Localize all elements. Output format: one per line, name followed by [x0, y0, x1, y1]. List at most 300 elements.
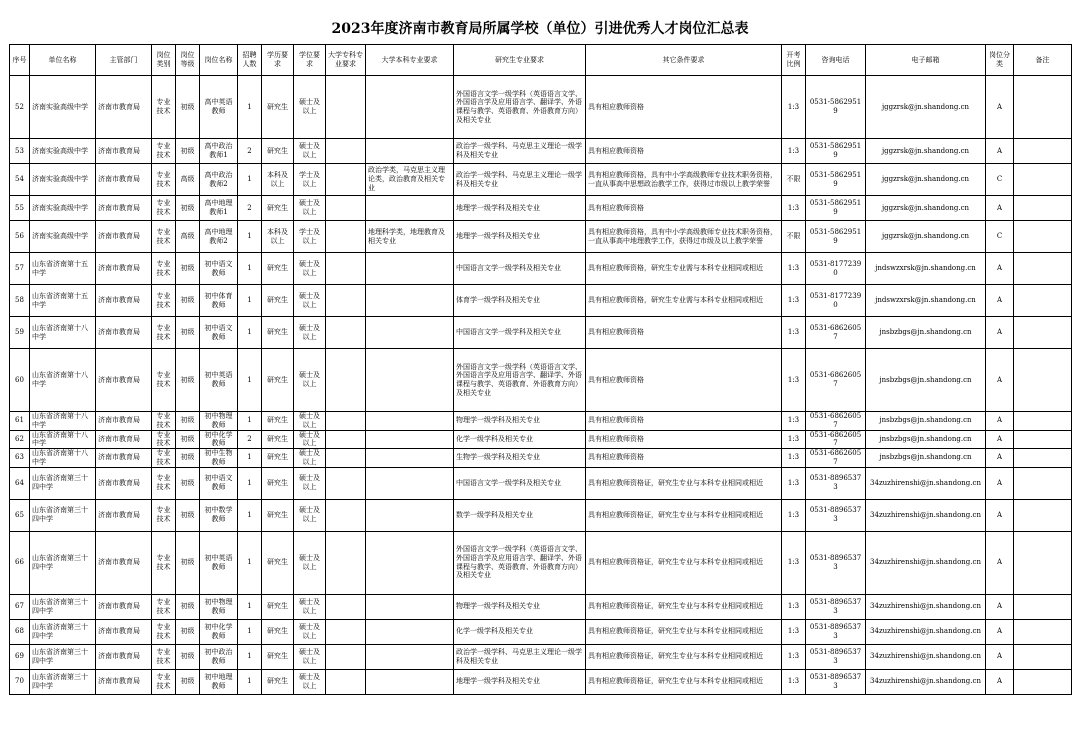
cell-bachelor-major-req — [366, 253, 454, 285]
cell-post-level: 初级 — [176, 349, 200, 412]
cell-bachelor-major-req — [366, 139, 454, 164]
table-row — [10, 164, 1072, 196]
cell-contact-phone: 0531-68626057 — [806, 349, 866, 412]
cell-other-req: 具有相应教师资格，具有中小学高级教师专业技术职务资格，一直从事高中地理教学工作，获得过市级及以上教学荣誉 — [586, 221, 782, 253]
cell-bachelor-major-req — [366, 531, 454, 594]
cell-department: 济南市教育局 — [96, 76, 152, 139]
cell-post-class: A — [986, 349, 1014, 412]
cell-degree-req: 硕士及以上 — [294, 196, 326, 221]
cell-degree-req: 硕士及以上 — [294, 594, 326, 619]
cell-post-level: 初级 — [176, 285, 200, 317]
cell-post-class: A — [986, 76, 1014, 139]
cell-post-category: 专业技术 — [152, 499, 176, 531]
cell-college-major-req — [326, 164, 366, 196]
cell-graduate-major-req: 地理学一级学科及相关专业 — [454, 196, 586, 221]
table-row — [10, 139, 1072, 164]
cell-exam-ratio: 不限 — [782, 221, 806, 253]
cell-department: 济南市教育局 — [96, 499, 152, 531]
cell-post-level: 初级 — [176, 253, 200, 285]
cell-contact-email[interactable]: jggzrsk@jn.shandong.cn — [866, 76, 986, 139]
cell-post-level: 初级 — [176, 619, 200, 644]
cell-education-req: 研究生 — [262, 449, 294, 468]
cell-post-name: 初中政治教师 — [200, 644, 238, 669]
cell-post-category: 专业技术 — [152, 467, 176, 499]
cell-row-number: 54 — [10, 164, 30, 196]
cell-graduate-major-req: 政治学一级学科、马克思主义理论一级学科及相关专业 — [454, 164, 586, 196]
cell-graduate-major-req: 地理学一级学科及相关专业 — [454, 669, 586, 694]
header-row — [10, 45, 1072, 76]
cell-college-major-req — [326, 430, 366, 449]
cell-education-req: 研究生 — [262, 285, 294, 317]
cell-hire-count: 1 — [238, 412, 262, 431]
cell-post-level: 初级 — [176, 499, 200, 531]
cell-contact-email[interactable]: jggzrsk@jn.shandong.cn — [866, 221, 986, 253]
cell-contact-email[interactable]: 34zuzhirenshi@jn.shandong.cn — [866, 644, 986, 669]
cell-unit-name: 山东省济南第三十四中学 — [30, 467, 96, 499]
cell-post-level: 初级 — [176, 430, 200, 449]
cell-row-number: 69 — [10, 644, 30, 669]
cell-post-category: 专业技术 — [152, 139, 176, 164]
cell-degree-req: 硕士及以上 — [294, 412, 326, 431]
cell-contact-phone: 0531-68626057 — [806, 317, 866, 349]
cell-row-number: 66 — [10, 531, 30, 594]
table-row — [10, 499, 1072, 531]
cell-education-req: 研究生 — [262, 196, 294, 221]
cell-post-class: A — [986, 285, 1014, 317]
cell-contact-email[interactable]: jggzrsk@jn.shandong.cn — [866, 139, 986, 164]
cell-post-level: 高级 — [176, 164, 200, 196]
col-header-phone: 咨询电话 — [806, 45, 866, 76]
cell-unit-name: 山东省济南第三十四中学 — [30, 499, 96, 531]
cell-exam-ratio: 不限 — [782, 164, 806, 196]
cell-other-req: 具有相应教师资格，研究生专业需与本科专业相同或相近 — [586, 253, 782, 285]
cell-education-req: 研究生 — [262, 531, 294, 594]
cell-contact-email[interactable]: jnsbzbgs@jn.shandong.cn — [866, 449, 986, 468]
cell-exam-ratio: 1:3 — [782, 76, 806, 139]
cell-other-req: 具有相应教师资格 — [586, 349, 782, 412]
cell-other-req: 具有相应教师资格证，研究生专业与本科专业相同或相近 — [586, 499, 782, 531]
table-row — [10, 196, 1072, 221]
cell-college-major-req — [326, 139, 366, 164]
cell-contact-phone: 0531-81772390 — [806, 285, 866, 317]
cell-bachelor-major-req — [366, 594, 454, 619]
cell-hire-count: 1 — [238, 594, 262, 619]
cell-degree-req: 硕士及以上 — [294, 285, 326, 317]
cell-contact-email[interactable]: jnsbzbgs@jn.shandong.cn — [866, 412, 986, 431]
cell-degree-req: 硕士及以上 — [294, 499, 326, 531]
cell-contact-email[interactable]: jnsbzbgs@jn.shandong.cn — [866, 430, 986, 449]
cell-contact-email[interactable]: 34zuzhirenshi@jn.shandong.cn — [866, 669, 986, 694]
cell-post-class: A — [986, 467, 1014, 499]
cell-post-name: 初中语文教师 — [200, 253, 238, 285]
cell-post-category: 专业技术 — [152, 196, 176, 221]
cell-degree-req: 硕士及以上 — [294, 531, 326, 594]
cell-unit-name: 山东省济南第十八中学 — [30, 317, 96, 349]
cell-degree-req: 学士及以上 — [294, 164, 326, 196]
cell-post-name: 初中生物教师 — [200, 449, 238, 468]
cell-bachelor-major-req — [366, 349, 454, 412]
cell-contact-email[interactable]: jggzrsk@jn.shandong.cn — [866, 164, 986, 196]
cell-bachelor-major-req — [366, 317, 454, 349]
cell-note — [1014, 430, 1072, 449]
cell-exam-ratio: 1:3 — [782, 139, 806, 164]
cell-graduate-major-req: 体育学一级学科及相关专业 — [454, 285, 586, 317]
table-row — [10, 467, 1072, 499]
cell-graduate-major-req: 生物学一级学科及相关专业 — [454, 449, 586, 468]
cell-note — [1014, 619, 1072, 644]
cell-hire-count: 1 — [238, 221, 262, 253]
cell-unit-name: 济南实验高级中学 — [30, 221, 96, 253]
cell-exam-ratio: 1:3 — [782, 349, 806, 412]
cell-note — [1014, 196, 1072, 221]
cell-bachelor-major-req — [366, 196, 454, 221]
cell-post-class: A — [986, 594, 1014, 619]
cell-education-req: 研究生 — [262, 317, 294, 349]
cell-unit-name: 山东省济南第十八中学 — [30, 449, 96, 468]
cell-post-name: 初中英语教师 — [200, 349, 238, 412]
cell-post-name: 初中化学教师 — [200, 430, 238, 449]
cell-contact-phone: 0531-88965373 — [806, 531, 866, 594]
cell-college-major-req — [326, 467, 366, 499]
cell-contact-email[interactable]: jggzrsk@jn.shandong.cn — [866, 196, 986, 221]
cell-row-number: 55 — [10, 196, 30, 221]
table-row — [10, 76, 1072, 139]
cell-education-req: 研究生 — [262, 253, 294, 285]
cell-row-number: 62 — [10, 430, 30, 449]
cell-unit-name: 山东省济南第十五中学 — [30, 285, 96, 317]
cell-other-req: 具有相应教师资格证，研究生专业与本科专业相同或相近 — [586, 619, 782, 644]
cell-note — [1014, 499, 1072, 531]
cell-college-major-req — [326, 76, 366, 139]
cell-other-req: 具有相应教师资格证，研究生专业与本科专业相同或相近 — [586, 531, 782, 594]
cell-hire-count: 1 — [238, 499, 262, 531]
cell-department: 济南市教育局 — [96, 467, 152, 499]
cell-contact-email[interactable]: 34zuzhirenshi@jn.shandong.cn — [866, 467, 986, 499]
cell-contact-phone: 0531-88965373 — [806, 499, 866, 531]
cell-college-major-req — [326, 619, 366, 644]
cell-education-req: 本科及以上 — [262, 221, 294, 253]
cell-row-number: 61 — [10, 412, 30, 431]
cell-college-major-req — [326, 253, 366, 285]
cell-note — [1014, 449, 1072, 468]
cell-other-req: 具有相应教师资格，研究生专业需与本科专业相同或相近 — [586, 285, 782, 317]
cell-post-name: 初中地理教师 — [200, 669, 238, 694]
cell-note — [1014, 317, 1072, 349]
cell-department: 济南市教育局 — [96, 619, 152, 644]
cell-post-class: A — [986, 253, 1014, 285]
cell-post-class: A — [986, 430, 1014, 449]
cell-graduate-major-req: 中国语言文学一级学科及相关专业 — [454, 467, 586, 499]
cell-note — [1014, 349, 1072, 412]
cell-department: 济南市教育局 — [96, 285, 152, 317]
cell-hire-count: 1 — [238, 285, 262, 317]
cell-contact-phone: 0531-88965373 — [806, 644, 866, 669]
cell-hire-count: 1 — [238, 253, 262, 285]
cell-row-number: 64 — [10, 467, 30, 499]
cell-department: 济南市教育局 — [96, 139, 152, 164]
cell-contact-phone: 0531-58629519 — [806, 139, 866, 164]
cell-note — [1014, 285, 1072, 317]
col-header-ratio: 开考比例 — [782, 45, 806, 76]
cell-post-class: C — [986, 221, 1014, 253]
cell-post-category: 专业技术 — [152, 449, 176, 468]
cell-graduate-major-req: 中国语言文学一级学科及相关专业 — [454, 253, 586, 285]
cell-post-level: 初级 — [176, 412, 200, 431]
cell-post-category: 专业技术 — [152, 317, 176, 349]
cell-unit-name: 济南实验高级中学 — [30, 164, 96, 196]
col-header-bachelor: 大学本科专业要求 — [366, 45, 454, 76]
cell-contact-phone: 0531-58629519 — [806, 221, 866, 253]
cell-note — [1014, 531, 1072, 594]
col-header-degree: 学位要求 — [294, 45, 326, 76]
cell-post-category: 专业技术 — [152, 594, 176, 619]
cell-post-category: 专业技术 — [152, 285, 176, 317]
table-row — [10, 449, 1072, 468]
cell-contact-email[interactable]: jnsbzbgs@jn.shandong.cn — [866, 317, 986, 349]
cell-bachelor-major-req — [366, 449, 454, 468]
cell-department: 济南市教育局 — [96, 164, 152, 196]
cell-post-name: 高中政治教师2 — [200, 164, 238, 196]
cell-hire-count: 1 — [238, 349, 262, 412]
cell-graduate-major-req: 化学一级学科及相关专业 — [454, 619, 586, 644]
cell-note — [1014, 253, 1072, 285]
page-title: 2023年度济南市教育局所属学校（单位）引进优秀人才岗位汇总表 — [331, 21, 749, 37]
cell-note — [1014, 412, 1072, 431]
cell-row-number: 67 — [10, 594, 30, 619]
cell-education-req: 本科及以上 — [262, 164, 294, 196]
cell-graduate-major-req: 物理学一级学科及相关专业 — [454, 594, 586, 619]
cell-exam-ratio: 1:3 — [782, 531, 806, 594]
cell-unit-name: 山东省济南第十八中学 — [30, 430, 96, 449]
cell-bachelor-major-req: 地理科学类，地理教育及相关专业 — [366, 221, 454, 253]
cell-contact-email[interactable]: jnsbzbgs@jn.shandong.cn — [866, 349, 986, 412]
cell-post-name: 初中语文教师 — [200, 317, 238, 349]
col-header-unit: 单位名称 — [30, 45, 96, 76]
cell-college-major-req — [326, 594, 366, 619]
table-row — [10, 531, 1072, 594]
cell-degree-req: 硕士及以上 — [294, 467, 326, 499]
cell-graduate-major-req: 政治学一级学科、马克思主义理论一级学科及相关专业 — [454, 644, 586, 669]
cell-education-req: 研究生 — [262, 669, 294, 694]
cell-graduate-major-req: 政治学一级学科、马克思主义理论一级学科及相关专业 — [454, 139, 586, 164]
cell-post-level: 初级 — [176, 76, 200, 139]
cell-post-level: 高级 — [176, 221, 200, 253]
cell-post-name: 高中英语教师 — [200, 76, 238, 139]
positions-table — [9, 44, 1072, 695]
cell-other-req: 具有相应教师资格 — [586, 76, 782, 139]
cell-hire-count: 1 — [238, 467, 262, 499]
cell-education-req: 研究生 — [262, 467, 294, 499]
cell-post-name: 高中地理教师2 — [200, 221, 238, 253]
cell-post-level: 初级 — [176, 196, 200, 221]
col-header-category: 岗位类别 — [152, 45, 176, 76]
cell-post-category: 专业技术 — [152, 669, 176, 694]
cell-hire-count: 2 — [238, 139, 262, 164]
cell-post-class: A — [986, 196, 1014, 221]
col-header-no: 序号 — [10, 45, 30, 76]
cell-college-major-req — [326, 499, 366, 531]
table-row — [10, 253, 1072, 285]
cell-other-req: 具有相应教师资格 — [586, 449, 782, 468]
cell-post-class: A — [986, 531, 1014, 594]
cell-hire-count: 1 — [238, 531, 262, 594]
cell-exam-ratio: 1:3 — [782, 669, 806, 694]
cell-department: 济南市教育局 — [96, 669, 152, 694]
cell-contact-email[interactable]: jndswzxrsk@jn.shandong.cn — [866, 285, 986, 317]
cell-department: 济南市教育局 — [96, 253, 152, 285]
table-row — [10, 644, 1072, 669]
cell-other-req: 具有相应教师资格 — [586, 139, 782, 164]
cell-other-req: 具有相应教师资格证，研究生专业与本科专业相同或相近 — [586, 594, 782, 619]
cell-row-number: 60 — [10, 349, 30, 412]
cell-degree-req: 硕士及以上 — [294, 430, 326, 449]
cell-degree-req: 硕士及以上 — [294, 644, 326, 669]
table-row — [10, 285, 1072, 317]
cell-hire-count: 1 — [238, 449, 262, 468]
cell-row-number: 52 — [10, 76, 30, 139]
col-header-education: 学历要求 — [262, 45, 294, 76]
cell-degree-req: 硕士及以上 — [294, 139, 326, 164]
cell-contact-phone: 0531-88965373 — [806, 467, 866, 499]
cell-unit-name: 山东省济南第十八中学 — [30, 349, 96, 412]
cell-row-number: 58 — [10, 285, 30, 317]
cell-contact-email[interactable]: 34zuzhirenshi@jn.shandong.cn — [866, 594, 986, 619]
cell-post-class: A — [986, 317, 1014, 349]
cell-bachelor-major-req — [366, 619, 454, 644]
cell-note — [1014, 139, 1072, 164]
cell-post-level: 初级 — [176, 317, 200, 349]
cell-education-req: 研究生 — [262, 349, 294, 412]
cell-row-number: 65 — [10, 499, 30, 531]
table-row — [10, 317, 1072, 349]
cell-contact-phone: 0531-68626057 — [806, 449, 866, 468]
cell-degree-req: 硕士及以上 — [294, 76, 326, 139]
cell-contact-phone: 0531-88965373 — [806, 594, 866, 619]
table-row — [10, 221, 1072, 253]
col-header-level: 岗位等级 — [176, 45, 200, 76]
cell-unit-name: 山东省济南第三十四中学 — [30, 644, 96, 669]
cell-post-category: 专业技术 — [152, 412, 176, 431]
cell-post-level: 初级 — [176, 139, 200, 164]
cell-education-req: 研究生 — [262, 430, 294, 449]
cell-department: 济南市教育局 — [96, 531, 152, 594]
cell-other-req: 具有相应教师资格 — [586, 430, 782, 449]
cell-contact-phone: 0531-68626057 — [806, 430, 866, 449]
cell-other-req: 具有相应教师资格 — [586, 412, 782, 431]
col-header-email: 电子邮箱 — [866, 45, 986, 76]
cell-unit-name: 山东省济南第十五中学 — [30, 253, 96, 285]
cell-post-name: 高中政治教师1 — [200, 139, 238, 164]
cell-bachelor-major-req: 政治学类，马克思主义理论类，政治教育及相关专业 — [366, 164, 454, 196]
cell-department: 济南市教育局 — [96, 644, 152, 669]
cell-graduate-major-req: 数学一级学科及相关专业 — [454, 499, 586, 531]
cell-post-category: 专业技术 — [152, 76, 176, 139]
cell-post-level: 初级 — [176, 669, 200, 694]
cell-bachelor-major-req — [366, 76, 454, 139]
cell-degree-req: 硕士及以上 — [294, 349, 326, 412]
cell-post-name: 初中英语教师 — [200, 531, 238, 594]
cell-post-class: A — [986, 619, 1014, 644]
cell-other-req: 具有相应教师资格 — [586, 196, 782, 221]
cell-exam-ratio: 1:3 — [782, 467, 806, 499]
cell-hire-count: 1 — [238, 669, 262, 694]
cell-post-class: A — [986, 499, 1014, 531]
cell-unit-name: 山东省济南第三十四中学 — [30, 594, 96, 619]
cell-post-category: 专业技术 — [152, 221, 176, 253]
cell-row-number: 68 — [10, 619, 30, 644]
cell-contact-email[interactable]: 34zuzhirenshi@jn.shandong.cn — [866, 499, 986, 531]
cell-education-req: 研究生 — [262, 76, 294, 139]
cell-college-major-req — [326, 412, 366, 431]
cell-exam-ratio: 1:3 — [782, 412, 806, 431]
cell-education-req: 研究生 — [262, 499, 294, 531]
cell-note — [1014, 164, 1072, 196]
cell-department: 济南市教育局 — [96, 317, 152, 349]
cell-degree-req: 学士及以上 — [294, 221, 326, 253]
cell-contact-email[interactable]: 34zuzhirenshi@jn.shandong.cn — [866, 531, 986, 594]
cell-contact-email[interactable]: 34zuzhirenshi@jn.shandong.cn — [866, 619, 986, 644]
cell-education-req: 研究生 — [262, 412, 294, 431]
cell-graduate-major-req: 物理学一级学科及相关专业 — [454, 412, 586, 431]
col-header-other: 其它条件要求 — [586, 45, 782, 76]
cell-degree-req: 硕士及以上 — [294, 619, 326, 644]
cell-department: 济南市教育局 — [96, 221, 152, 253]
cell-graduate-major-req: 外国语言文学一级学科（英语语言文学、外国语言学及应用语言学、翻译学、外语课程与教学、英语教育、外语教育方向）及相关专业 — [454, 531, 586, 594]
col-header-dept: 主管部门 — [96, 45, 152, 76]
cell-unit-name: 山东省济南第三十四中学 — [30, 531, 96, 594]
cell-education-req: 研究生 — [262, 594, 294, 619]
cell-bachelor-major-req — [366, 644, 454, 669]
cell-contact-phone: 0531-68626057 — [806, 412, 866, 431]
col-header-graduate: 研究生专业要求 — [454, 45, 586, 76]
cell-note — [1014, 644, 1072, 669]
cell-contact-email[interactable]: jndswzxrsk@jn.shandong.cn — [866, 253, 986, 285]
cell-exam-ratio: 1:3 — [782, 285, 806, 317]
cell-bachelor-major-req — [366, 467, 454, 499]
cell-row-number: 70 — [10, 669, 30, 694]
cell-post-category: 专业技术 — [152, 644, 176, 669]
cell-contact-phone: 0531-88965373 — [806, 669, 866, 694]
cell-post-level: 初级 — [176, 531, 200, 594]
cell-other-req: 具有相应教师资格证，研究生专业与本科专业相同或相近 — [586, 467, 782, 499]
cell-post-category: 专业技术 — [152, 430, 176, 449]
cell-post-level: 初级 — [176, 594, 200, 619]
cell-post-category: 专业技术 — [152, 253, 176, 285]
cell-college-major-req — [326, 449, 366, 468]
cell-hire-count: 1 — [238, 644, 262, 669]
cell-note — [1014, 669, 1072, 694]
cell-post-level: 初级 — [176, 449, 200, 468]
table-body — [10, 76, 1072, 695]
table-row — [10, 412, 1072, 431]
cell-unit-name: 济南实验高级中学 — [30, 196, 96, 221]
cell-post-name: 初中物理教师 — [200, 594, 238, 619]
cell-contact-phone: 0531-58629519 — [806, 76, 866, 139]
cell-post-name: 初中物理教师 — [200, 412, 238, 431]
cell-unit-name: 济南实验高级中学 — [30, 76, 96, 139]
cell-unit-name: 山东省济南第三十四中学 — [30, 619, 96, 644]
cell-post-name: 初中体育教师 — [200, 285, 238, 317]
cell-college-major-req — [326, 285, 366, 317]
table-row — [10, 594, 1072, 619]
cell-bachelor-major-req — [366, 499, 454, 531]
cell-exam-ratio: 1:3 — [782, 594, 806, 619]
cell-department: 济南市教育局 — [96, 594, 152, 619]
cell-college-major-req — [326, 196, 366, 221]
cell-department: 济南市教育局 — [96, 412, 152, 431]
cell-post-name: 初中语文教师 — [200, 467, 238, 499]
cell-note — [1014, 594, 1072, 619]
